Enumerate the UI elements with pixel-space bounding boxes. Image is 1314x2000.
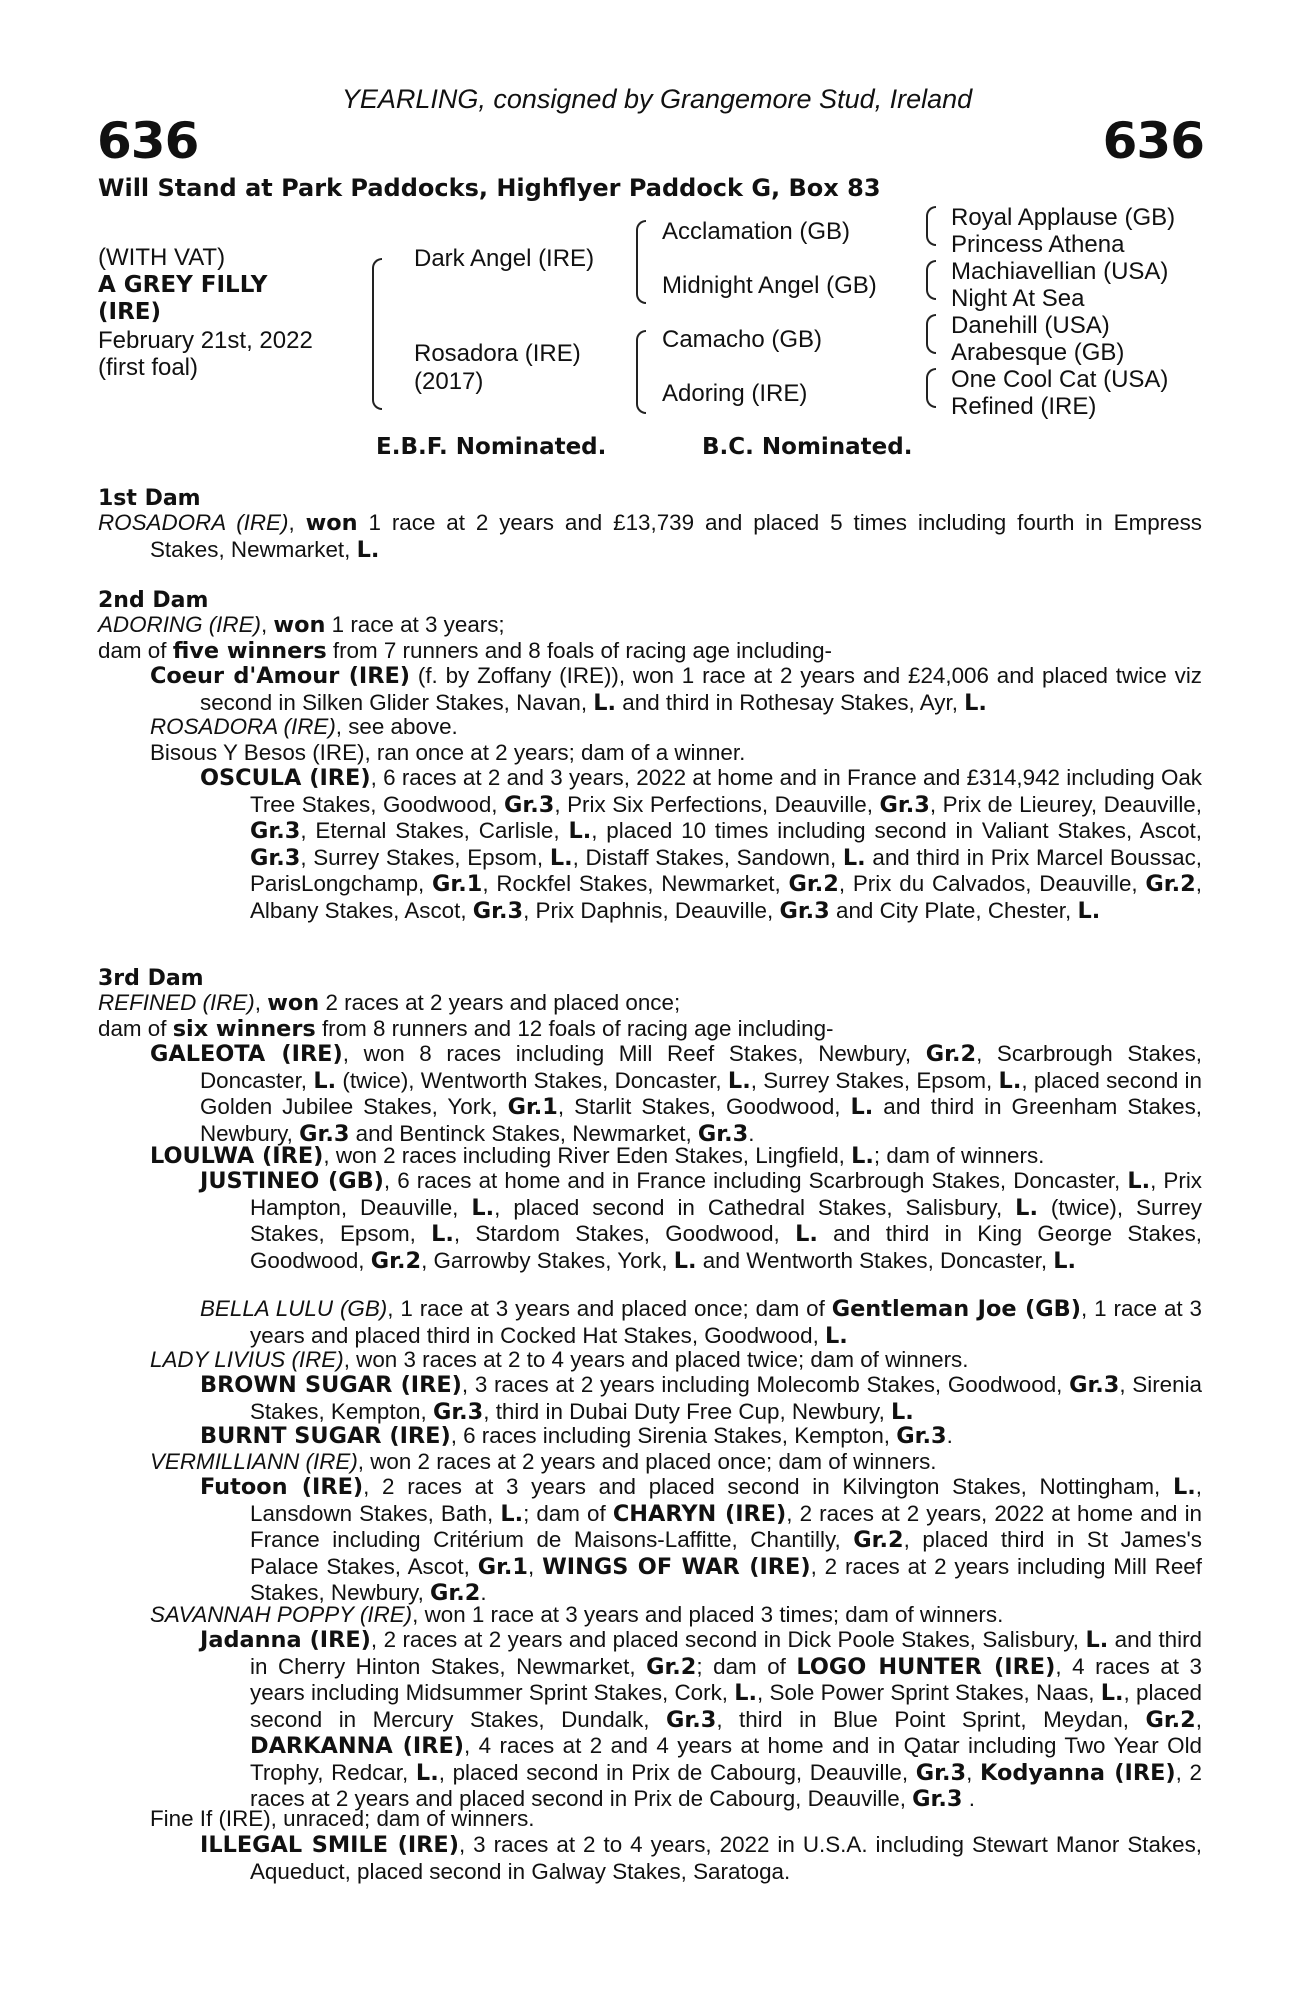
produce-entry-brown-sugar	[200, 1372, 1202, 1425]
horse-name: Coeur d'Amour (IRE)	[150, 663, 411, 689]
text: , placed second in Prix de Cabourg, Deauville,	[438, 1759, 916, 1785]
grade-label: L.	[850, 1094, 874, 1120]
text: .	[946, 1423, 953, 1448]
grade-label: L.	[842, 844, 866, 871]
grade-label: L.	[568, 818, 592, 844]
text: , 3 races at 2 years including Molecomb Stakes, Goodwood,	[461, 1372, 1070, 1397]
won-label: won	[305, 510, 358, 536]
text: , 2 races at 2 years, 2022 at home and in France including Critérium de Maisons-Laffitte, Chantilly,	[250, 1500, 1202, 1552]
text: and Wentworth Stakes, Doncaster,	[696, 1247, 1054, 1273]
vat-note: (WITH VAT)	[98, 244, 226, 271]
grade-label: L.	[825, 1322, 848, 1349]
text: , third in Dubai Duty Free Cup, Newbury,	[483, 1398, 892, 1424]
text: , 4 races at 2 and 4 years at home and in Qatar including Two Year Old Trophy, Redcar,	[250, 1733, 1202, 1785]
text: , Scarbrough Stakes, Doncaster,	[200, 1041, 1202, 1093]
grade-label: L.	[851, 1143, 874, 1169]
text: , won 3 races at 2 to 4 years and placed twice; dam of winners.	[343, 1347, 969, 1372]
horse-name: GALEOTA (IRE)	[150, 1041, 343, 1067]
text: , Surrey Stakes, Epsom,	[300, 844, 550, 870]
sire-sire-name: Acclamation (GB)	[662, 218, 851, 245]
text: from 7 runners and 8 foals of racing age including-	[326, 638, 832, 663]
produce-entry-fine-if	[150, 1806, 1202, 1832]
text: , 6 races at home and in France including Scarbrough Stakes, Doncaster,	[383, 1168, 1128, 1193]
grade-label: Gr.3	[250, 844, 301, 871]
won-label: won	[267, 990, 320, 1016]
pedigree-brace	[926, 206, 936, 246]
text: 1 race at 3 years;	[325, 612, 505, 637]
text: , won 8 races including Mill Reef Stakes, Newbury,	[342, 1041, 926, 1066]
produce-entry-lady-livius	[150, 1347, 1202, 1373]
text: and Bentinck Stakes, Newmarket,	[349, 1120, 698, 1146]
won-label: won	[273, 612, 326, 638]
grade-label: L.	[795, 1221, 818, 1247]
grade-label: Gr.2	[853, 1527, 904, 1553]
second-dam-line	[98, 612, 1202, 639]
pedigree-g3-2: Princess Athena	[951, 231, 1125, 258]
stabling-line: Will Stand at Park Paddocks, Highflyer Paddock G, Box 83	[98, 174, 881, 202]
text: , placed second in Golden Jubilee Stakes, York,	[200, 1067, 1202, 1119]
grade-label: Gr.3	[912, 1786, 963, 1812]
grade-label: L.	[1077, 897, 1101, 924]
grade-label: L.	[415, 1759, 439, 1786]
text: from 8 runners and 12 foals of racing age including-	[315, 1016, 834, 1041]
lot-number-right: 636	[1102, 112, 1204, 170]
grade-label: Gr.3	[299, 1120, 350, 1147]
lot-number-left: 636	[97, 112, 199, 170]
grade-label: Gr.1	[507, 1094, 558, 1120]
produce-entry-loulwa	[150, 1143, 1202, 1170]
text: (twice), Wentworth Stakes, Doncaster,	[336, 1067, 728, 1093]
grade-label: Gr.1	[477, 1553, 528, 1580]
grade-label: L.	[1085, 1627, 1109, 1653]
horse-name: Kodyanna (IRE)	[979, 1759, 1176, 1786]
grade-label: Gr.2	[1145, 1706, 1196, 1733]
text: ,	[260, 612, 274, 637]
produce-entry-vermilliann	[150, 1449, 1202, 1475]
text: , 2 races at 2 years and placed second in Prix de Cabourg, Deauville,	[250, 1759, 1202, 1811]
horse-name: BURNT SUGAR (IRE)	[200, 1423, 451, 1449]
text: (twice), Surrey Stakes, Epsom,	[250, 1194, 1202, 1246]
pedigree-g3-3: Machiavellian (USA)	[951, 258, 1169, 285]
horse-name: WINGS OF WAR (IRE)	[542, 1553, 811, 1580]
foal-note: (first foal)	[98, 354, 199, 381]
produce-entry-futoon	[200, 1474, 1202, 1607]
grade-label: L.	[431, 1221, 454, 1247]
pedigree-brace	[372, 258, 382, 410]
text: .	[748, 1120, 755, 1146]
horse-name: Gentleman Joe (GB)	[831, 1296, 1081, 1322]
horse-name: ROSADORA (IRE)	[150, 714, 336, 739]
ebf-nomination: E.B.F. Nominated.	[376, 434, 607, 460]
text: .	[962, 1786, 975, 1811]
grade-label: L.	[964, 689, 987, 716]
text: , placed third in St James's Palace Stakes, Ascot,	[250, 1527, 1202, 1579]
produce-entry-oscula	[200, 765, 1202, 924]
text: and third in Cherry Hinton Stakes, Newmarket,	[250, 1627, 1203, 1679]
grade-label: L.	[549, 844, 573, 871]
pedigree-g3-1: Royal Applause (GB)	[951, 204, 1176, 231]
text: ,	[1195, 1706, 1202, 1732]
text: and third in Greenham Stakes, Newbury,	[200, 1094, 1202, 1146]
first-dam-entry	[98, 510, 1202, 563]
text: Bisous Y Besos (IRE), ran once at 2 years; dam of a winner.	[150, 740, 746, 765]
grade-label: Gr.2	[788, 871, 839, 897]
produce-entry-bisous-y-besos	[150, 740, 1202, 766]
text: Fine If (IRE), unraced; dam of winners.	[150, 1806, 535, 1831]
text: dam of	[98, 1016, 173, 1041]
produce-entry-rosadora	[150, 714, 1202, 740]
winners-count: six winners	[172, 1016, 316, 1042]
text: ; dam of	[696, 1653, 797, 1679]
horse-name: Futoon (IRE)	[200, 1474, 364, 1500]
text: ,	[288, 510, 306, 535]
text: , third in Blue Point Sprint, Meydan,	[716, 1706, 1146, 1732]
grade-label: Gr.3	[915, 1759, 967, 1786]
text: , see above.	[335, 714, 458, 739]
grade-label: L.	[313, 1067, 337, 1094]
dam-name: Rosadora (IRE)	[414, 340, 581, 367]
winners-count: five winners	[172, 638, 327, 664]
grade-label: Gr.2	[430, 1580, 481, 1606]
grade-label: Gr.3	[879, 791, 930, 818]
dam-foaling-year: (2017)	[414, 368, 484, 395]
text: , Rockfel Stakes, Newmarket,	[482, 871, 789, 896]
horse-name: Jadanna (IRE)	[200, 1627, 371, 1653]
text: , won 2 races including River Eden Stakes, Lingfield,	[323, 1143, 852, 1168]
dam-name: REFINED (IRE)	[98, 990, 255, 1015]
pedigree-brace	[926, 260, 936, 300]
produce-entry-savannah-poppy	[150, 1602, 1202, 1628]
text: , placed second in Mercury Stakes, Dundalk,	[250, 1680, 1202, 1732]
produce-entry-illegal-smile	[200, 1832, 1202, 1884]
text: , 2 races at 2 years and placed second in Dick Poole Stakes, Salisbury,	[370, 1627, 1086, 1652]
grade-label: Gr.3	[697, 1120, 749, 1147]
text: , Starlit Stakes, Goodwood,	[557, 1094, 851, 1119]
produce-entry-galeota	[150, 1041, 1202, 1147]
text: , Surrey Stakes, Epsom,	[750, 1067, 999, 1093]
text: , 1 race at 3 years and placed third in Cocked Hat Stakes, Goodwood,	[250, 1296, 1202, 1348]
horse-name: CHARYN (IRE)	[612, 1500, 787, 1527]
third-dam-produce-summary	[98, 1016, 1202, 1043]
grade-label: L.	[1015, 1194, 1038, 1221]
grade-label: L.	[1100, 1680, 1124, 1706]
text: ,	[528, 1553, 543, 1579]
dam-dam-name: Adoring (IRE)	[662, 380, 808, 407]
grade-label: L.	[673, 1247, 697, 1274]
text: ,	[254, 990, 268, 1015]
text: , 4 races at 3 years including Midsummer Sprint Stakes, Cork,	[250, 1653, 1202, 1705]
text: , Distaff Stakes, Sandown,	[572, 844, 843, 870]
pedigree-brace	[926, 314, 936, 354]
text: ,	[966, 1759, 980, 1785]
grade-label: Gr.2	[646, 1653, 697, 1680]
text: and third in Prix Marcel Boussac, ParisLongchamp,	[250, 844, 1203, 896]
text: , Prix Daphnis, Deauville,	[523, 897, 780, 923]
grade-label: Gr.2	[1145, 871, 1196, 897]
lot-description: A GREY FILLY	[98, 272, 268, 298]
text: and third in Rothesay Stakes, Ayr,	[616, 689, 965, 715]
pedigree-brace	[926, 368, 936, 408]
grade-label: L.	[891, 1398, 914, 1425]
consignment-line: YEARLING, consigned by Grangemore Stud, Ireland	[341, 84, 973, 114]
text: (f. by Zoffany (IRE)), won 1 race at 2 years and £24,006 and placed twice viz second in Silken Glider Stakes, Navan,	[200, 663, 1202, 715]
grade-label: Gr.3	[504, 791, 555, 818]
sire-dam-name: Midnight Angel (GB)	[662, 272, 877, 299]
pedigree-brace	[636, 220, 646, 304]
second-dam-produce-summary	[98, 638, 1202, 665]
grade-label: L.	[727, 1067, 751, 1094]
text: , Lansdown Stakes, Bath,	[250, 1474, 1202, 1526]
text: , Stardom Stakes, Goodwood,	[453, 1221, 796, 1246]
second-dam-heading: 2nd Dam	[98, 588, 209, 613]
grade-label: Gr.3	[432, 1398, 484, 1425]
text: , placed 10 times including second in Valiant Stakes, Ascot,	[591, 818, 1202, 843]
produce-entry-coeur-damour	[150, 663, 1202, 716]
horse-name: LADY LIVIUS (IRE)	[150, 1347, 344, 1372]
text: and third in King George Stakes, Goodwood,	[250, 1221, 1202, 1273]
horse-name: OSCULA (IRE)	[200, 765, 371, 791]
text: , Garrowby Stakes, York,	[421, 1247, 674, 1273]
text: , Eternal Stakes, Carlisle,	[300, 818, 569, 843]
pedigree-g3-7: One Cool Cat (USA)	[951, 366, 1169, 393]
grade-label: L.	[998, 1067, 1022, 1094]
produce-entry-burnt-sugar	[200, 1423, 1202, 1450]
first-dam-heading: 1st Dam	[98, 486, 201, 511]
grade-label: Gr.3	[896, 1423, 947, 1449]
produce-entry-justineo	[200, 1168, 1202, 1274]
horse-name: VERMILLIANN (IRE)	[150, 1449, 358, 1474]
text: , won 1 race at 3 years and placed 3 times; dam of winners.	[412, 1602, 1004, 1627]
text: , Prix Six Perfections, Deauville,	[554, 791, 880, 817]
text: , Albany Stakes, Ascot,	[250, 871, 1202, 923]
text: , Prix du Calvados, Deauville,	[838, 871, 1146, 896]
horse-name: BELLA LULU (GB)	[200, 1296, 388, 1321]
grade-label: Gr.2	[370, 1247, 422, 1274]
grade-label: Gr.3	[472, 897, 524, 924]
grade-label: L.	[1127, 1168, 1151, 1194]
text: , placed second in Cathedral Stakes, Salisbury,	[494, 1194, 1016, 1220]
text: , 2 races at 2 years including Mill Reef Stakes, Newbury,	[250, 1553, 1202, 1605]
pedigree-g3-4: Night At Sea	[951, 285, 1085, 312]
horse-name: SAVANNAH POPPY (IRE)	[150, 1602, 413, 1627]
text: , 6 races at 2 and 3 years, 2022 at home and in France and £314,942 including Oak Tree Stakes, Goodwood,	[250, 765, 1203, 817]
horse-name: DARKANNA (IRE)	[250, 1733, 464, 1759]
lot-description-country: (IRE)	[98, 299, 162, 325]
horse-name: JUSTINEO (GB)	[200, 1168, 384, 1194]
pedigree-g3-6: Arabesque (GB)	[951, 339, 1125, 366]
grade-label: Gr.3	[250, 818, 301, 844]
grade-label: L.	[734, 1680, 758, 1706]
grade-label: Gr.2	[925, 1041, 977, 1067]
text: , 6 races including Sirenia Stakes, Kempton,	[450, 1423, 897, 1448]
pedigree-g3-8: Refined (IRE)	[951, 393, 1097, 420]
dam-sire-name: Camacho (GB)	[662, 326, 823, 353]
horse-name: BROWN SUGAR (IRE)	[200, 1372, 462, 1398]
grade-label: L.	[1053, 1247, 1077, 1274]
text: , won 2 races at 2 years and placed once; dam of winners.	[357, 1449, 937, 1474]
dam-name: ROSADORA (IRE)	[98, 510, 289, 535]
text: and City Plate, Chester,	[829, 897, 1078, 923]
text: dam of	[98, 638, 173, 663]
dam-name: ADORING (IRE)	[98, 612, 261, 637]
text: , 2 races at 3 years and placed second in Kilvington Stakes, Nottingham,	[363, 1474, 1173, 1499]
text: ; dam of winners.	[873, 1143, 1045, 1168]
grade-label: L.	[1172, 1474, 1196, 1500]
text: , 1 race at 3 years and placed once; dam of	[387, 1296, 832, 1321]
grade-label: Gr.1	[432, 871, 483, 897]
text: , Prix Hampton, Deauville,	[250, 1168, 1202, 1220]
horse-name: ILLEGAL SMILE (IRE)	[200, 1832, 459, 1858]
horse-name: LOGO HUNTER (IRE)	[796, 1653, 1056, 1680]
text: , Prix de Lieurey, Deauville,	[929, 791, 1202, 817]
text: ; dam of	[523, 1500, 613, 1526]
bc-nomination: B.C. Nominated.	[702, 434, 913, 460]
text: 2 races at 2 years and placed once;	[319, 990, 681, 1015]
foaling-date: February 21st, 2022	[98, 327, 313, 354]
listed-label: L.	[356, 536, 380, 563]
horse-name: LOULWA (IRE)	[150, 1143, 324, 1169]
pedigree-brace	[636, 330, 646, 414]
sire-name: Dark Angel (IRE)	[414, 245, 595, 272]
grade-label: L.	[471, 1194, 495, 1221]
third-dam-heading: 3rd Dam	[98, 966, 204, 991]
grade-label: Gr.3	[1069, 1372, 1120, 1398]
text: , 3 races at 2 to 4 years, 2022 in U.S.A. including Stewart Manor Stakes, Aqueduct, placed second in Galway Stakes, Saratoga.	[250, 1832, 1202, 1884]
text: .	[480, 1580, 487, 1605]
pedigree-g3-5: Danehill (USA)	[951, 312, 1110, 339]
third-dam-line	[98, 990, 1202, 1017]
text: , Sirenia Stakes, Kempton,	[250, 1372, 1203, 1424]
produce-entry-jadanna	[200, 1627, 1202, 1813]
text: , Sole Power Sprint Stakes, Naas,	[757, 1680, 1101, 1705]
grade-label: Gr.3	[779, 897, 830, 924]
text: 1 race at 2 years and £13,739 and placed 5 times including fourth in Empress Stakes, Newmarket,	[150, 510, 1202, 562]
grade-label: Gr.3	[666, 1706, 717, 1733]
grade-label: L.	[500, 1500, 524, 1527]
grade-label: L.	[593, 689, 617, 716]
produce-entry-bella-lulu	[200, 1296, 1202, 1349]
